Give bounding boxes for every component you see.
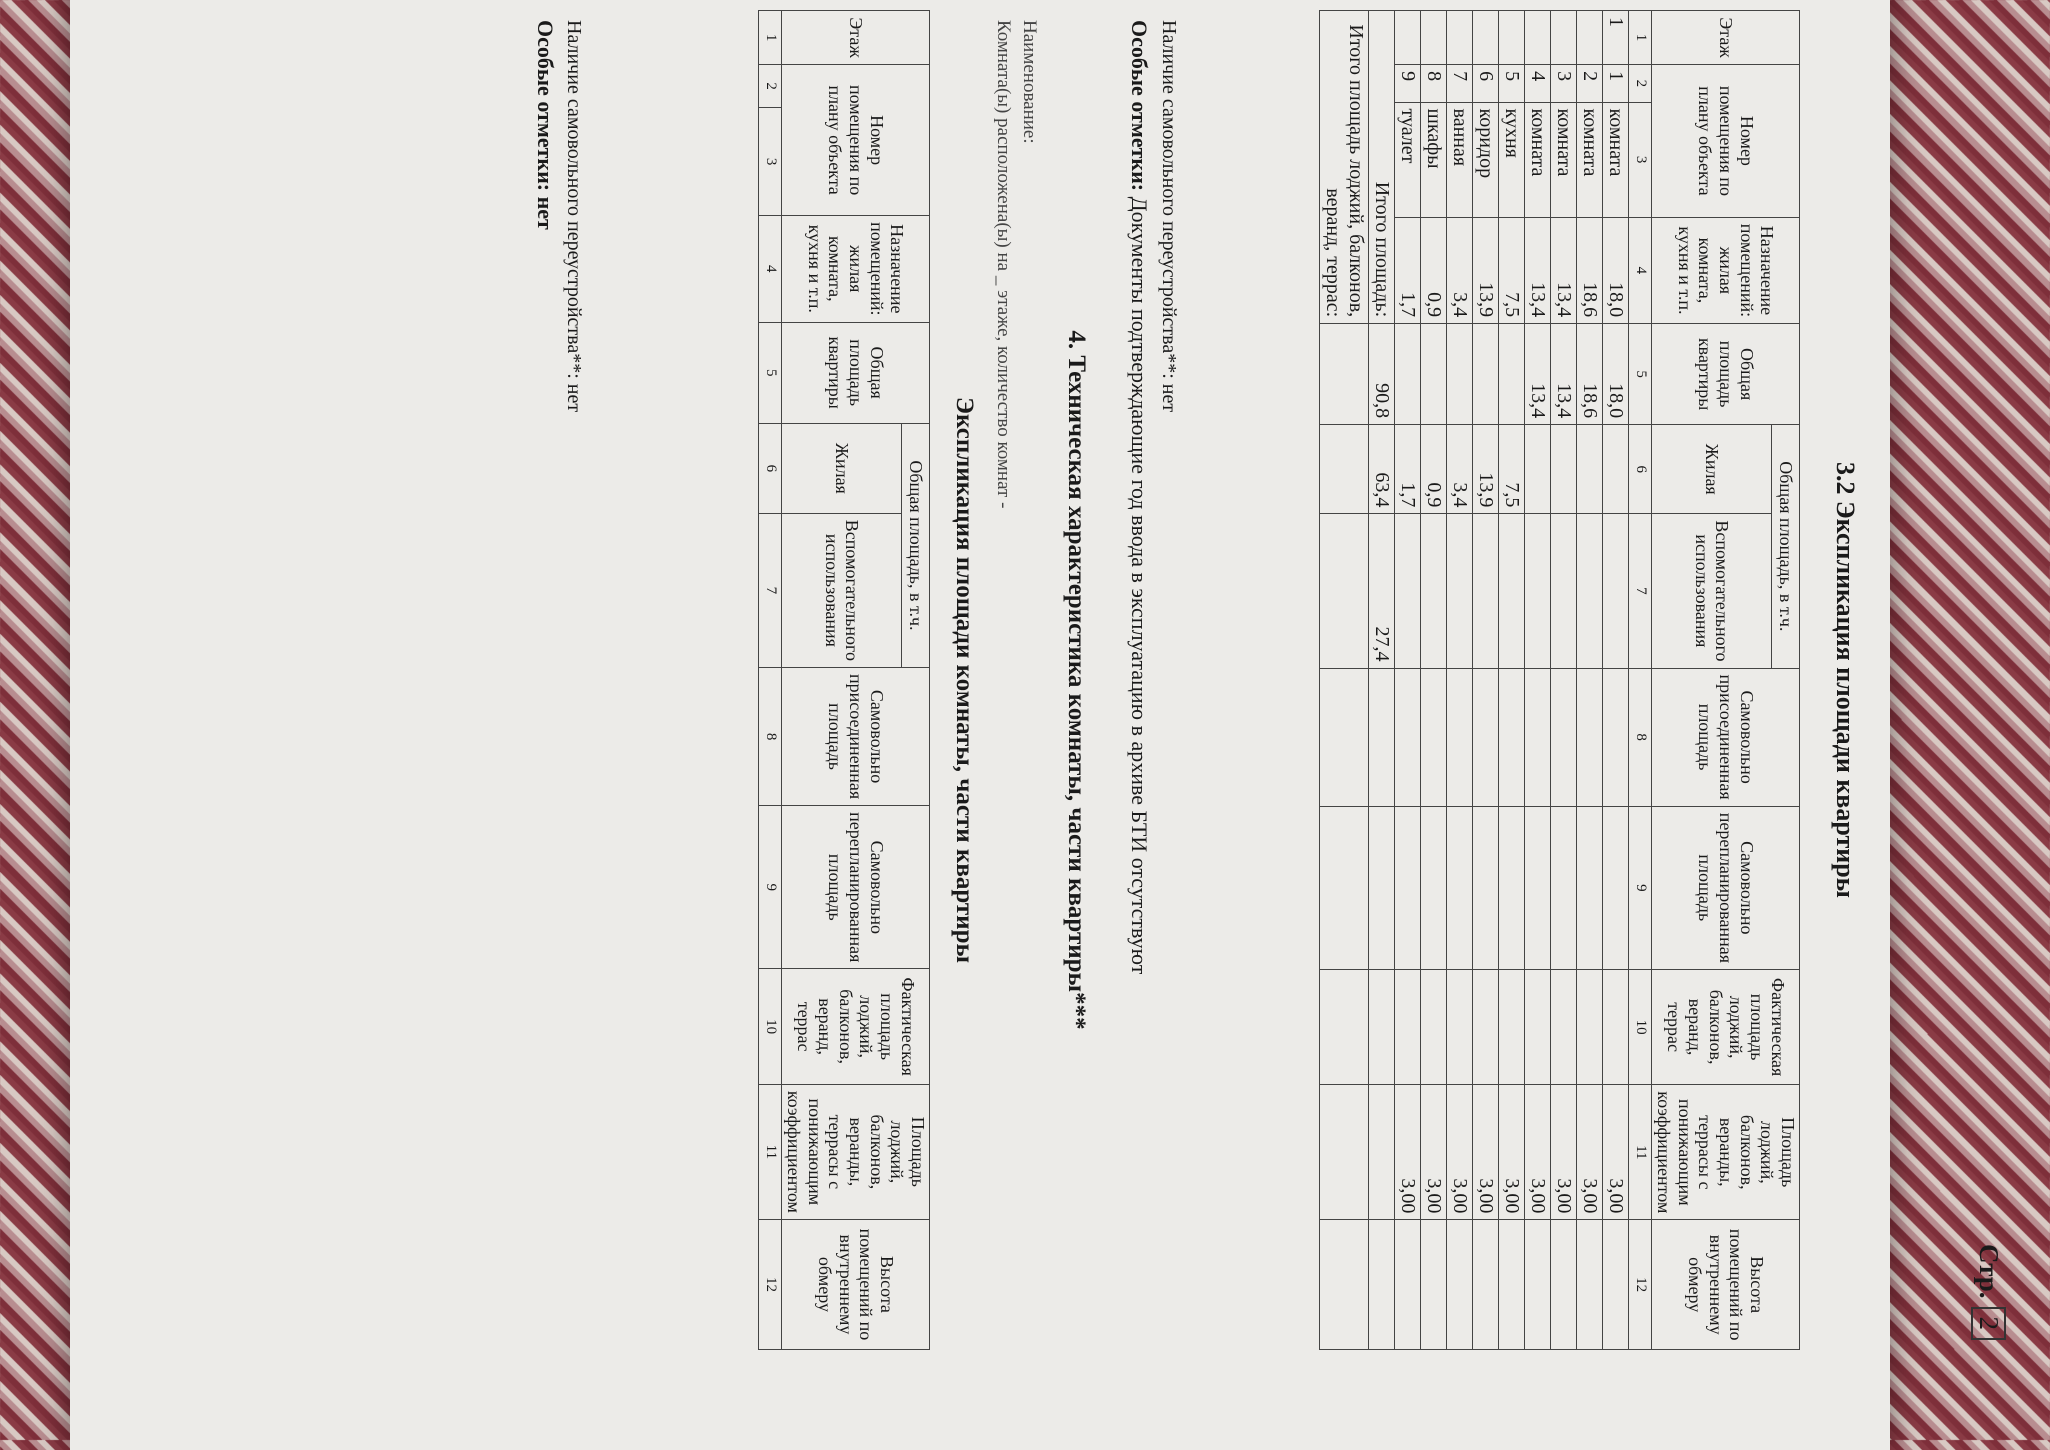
loggia-coef-cell bbox=[1473, 969, 1499, 1084]
height-cell: 3,00 bbox=[1603, 1085, 1629, 1220]
loggia-coef-cell bbox=[1421, 969, 1447, 1084]
special-marks-text: Документы подтверждающие год ввода в эксплуатацию в архиве БТИ отсутствуют bbox=[1127, 196, 1152, 975]
th-purpose: Назначение помещений: жилая комната, кухня и т.п. bbox=[1652, 217, 1800, 323]
column-number: 2 bbox=[1629, 65, 1652, 102]
special-marks-label: Особые отметки: bbox=[1127, 20, 1152, 192]
column-number: 12 bbox=[1629, 1220, 1652, 1350]
room-name-cell: комната bbox=[1577, 102, 1603, 217]
note-cell bbox=[1447, 1220, 1473, 1350]
special-marks-1 bbox=[1126, 20, 1152, 974]
th-room-no bbox=[1652, 65, 1800, 218]
empty-cell bbox=[1320, 668, 1369, 806]
column-number: 5 bbox=[1629, 324, 1652, 425]
page-number-box: 2 bbox=[1971, 1307, 2006, 1341]
page-label: Стр. bbox=[1974, 1243, 2004, 1299]
total-area-cell: 0,9 bbox=[1421, 217, 1447, 323]
th-self-replanned: Самовольно перепланированная площадь bbox=[1652, 806, 1800, 969]
self-replanned-cell bbox=[1473, 668, 1499, 806]
column-number: 3 bbox=[759, 108, 782, 216]
table-row bbox=[1421, 11, 1447, 1350]
column-number: 3 bbox=[1629, 102, 1652, 217]
column-number: 10 bbox=[1629, 969, 1652, 1084]
th-loggia-coef: Площадь лоджий, балконов, веранды, террасы с понижающим коэффициентом bbox=[1652, 1085, 1800, 1220]
actual-loggia-cell bbox=[1395, 806, 1421, 969]
th2-purpose: Назначение помещений: жилая комната, кухня и т.п. bbox=[782, 216, 930, 322]
actual-loggia-cell bbox=[1499, 806, 1525, 969]
th-auxiliary: Вспомогательного использования bbox=[1652, 514, 1772, 668]
th-actual-loggia: Фактическая площадь лоджий, балконов, веранд, террас bbox=[1652, 969, 1800, 1084]
reconstruction-note-1: Наличие самовольного переустройства**: нет bbox=[1158, 20, 1180, 413]
room-expl-title: Экспликация площади комнаты, части квартиры bbox=[951, 396, 978, 963]
self-added-cell bbox=[1473, 514, 1499, 668]
th-floor: Этаж bbox=[1652, 11, 1800, 65]
room-name-cell: туалет bbox=[1395, 102, 1421, 217]
note-cell bbox=[1603, 1220, 1629, 1350]
room-name-cell: кухня bbox=[1499, 102, 1525, 217]
self-added-cell bbox=[1421, 514, 1447, 668]
empty-cell bbox=[1320, 1220, 1369, 1350]
location-text: Комната(ы) расположена(ы) на _ этаже, количество комнат - bbox=[993, 20, 1014, 509]
loggia-totals-label: Итого площадь лоджий, балконов, веранд, террас: bbox=[1320, 11, 1369, 324]
total-area-cell: 3,4 bbox=[1447, 217, 1473, 323]
table-row bbox=[1447, 11, 1473, 1350]
column-number: 2 bbox=[759, 65, 782, 108]
self-added-cell bbox=[1499, 514, 1525, 668]
empty-cell bbox=[1320, 969, 1369, 1084]
room-name-cell: шкафы bbox=[1421, 102, 1447, 217]
th2-self-added: Самовольно присоединенная площадь bbox=[782, 668, 930, 806]
table-row bbox=[1525, 11, 1551, 1350]
note-cell bbox=[1473, 1220, 1499, 1350]
th-total-incl: Общая площадь, в т.ч. bbox=[1772, 425, 1800, 668]
aux-area-cell: 13,9 bbox=[1473, 425, 1499, 514]
empty-cell bbox=[1369, 806, 1395, 969]
living-area-cell bbox=[1473, 324, 1499, 425]
height-cell: 3,00 bbox=[1447, 1085, 1473, 1220]
column-number-row bbox=[1629, 11, 1652, 1350]
column-number: 10 bbox=[759, 969, 782, 1084]
th2-auxiliary: Вспомогательного использования bbox=[782, 513, 902, 667]
th2-room-no: Номер помещения по плану объекта bbox=[782, 65, 930, 216]
header-row-1 bbox=[1772, 11, 1800, 1350]
th-living: Жилая bbox=[1652, 425, 1772, 514]
loggia-coef-cell bbox=[1499, 969, 1525, 1084]
column-number: 11 bbox=[759, 1084, 782, 1219]
section-4-title: 4. Техническая характеристика комнаты, части квартиры*** bbox=[1063, 330, 1090, 1030]
column-number: 8 bbox=[759, 668, 782, 806]
column-number: 9 bbox=[1629, 806, 1652, 969]
self-replanned-cell bbox=[1499, 668, 1525, 806]
empty-cell bbox=[1369, 969, 1395, 1084]
living-area-cell: 18,6 bbox=[1577, 324, 1603, 425]
self-replanned-cell bbox=[1577, 668, 1603, 806]
actual-loggia-cell bbox=[1603, 806, 1629, 969]
actual-loggia-cell bbox=[1473, 806, 1499, 969]
column-number: 12 bbox=[759, 1219, 782, 1349]
table-row bbox=[1499, 11, 1525, 1350]
room-no-cell: 4 bbox=[1525, 65, 1551, 102]
empty-cell bbox=[1320, 425, 1369, 514]
section-3-2-title: 3.2 Экспликация площади квартиры bbox=[1831, 462, 1860, 898]
room-name-cell: коридор bbox=[1473, 102, 1499, 217]
note-cell bbox=[1525, 1220, 1551, 1350]
aux-area-cell: 1,7 bbox=[1395, 425, 1421, 514]
aux-area-cell: 7,5 bbox=[1499, 425, 1525, 514]
floor-cell bbox=[1447, 11, 1473, 65]
th2-self-replanned: Самовольно перепланированная площадь bbox=[782, 806, 930, 969]
floor-cell bbox=[1499, 11, 1525, 65]
totals-label: Итого площадь: bbox=[1369, 11, 1395, 324]
total-area-cell: 7,5 bbox=[1499, 217, 1525, 323]
loggia-coef-cell bbox=[1395, 969, 1421, 1084]
empty-cell bbox=[1320, 1085, 1369, 1220]
th-self-added: Самовольно присоединенная площадь bbox=[1652, 668, 1800, 806]
self-added-cell bbox=[1603, 514, 1629, 668]
column-number: 4 bbox=[1629, 217, 1652, 323]
column-number: 6 bbox=[759, 423, 782, 513]
name-label: Наименование: bbox=[1019, 20, 1040, 144]
totals-aux: 27,4 bbox=[1369, 514, 1395, 668]
column-number: 1 bbox=[759, 11, 782, 65]
loggia-coef-cell bbox=[1447, 969, 1473, 1084]
th2-height: Высота помещений по внутреннему обмеру bbox=[782, 1219, 930, 1349]
height-cell: 3,00 bbox=[1525, 1085, 1551, 1220]
room-name-cell: комната bbox=[1551, 102, 1577, 217]
table-row bbox=[1473, 11, 1499, 1350]
column-number: 11 bbox=[1629, 1085, 1652, 1220]
room-name-cell: комната bbox=[1525, 102, 1551, 217]
room-no-cell: 6 bbox=[1473, 65, 1499, 102]
column-number: 7 bbox=[1629, 514, 1652, 668]
self-replanned-cell bbox=[1395, 668, 1421, 806]
height-cell: 3,00 bbox=[1499, 1085, 1525, 1220]
table-row bbox=[1551, 11, 1577, 1350]
column-number-row-2 bbox=[759, 11, 782, 1350]
floor-cell bbox=[1473, 11, 1499, 65]
note-cell bbox=[1395, 1220, 1421, 1350]
height-cell: 3,00 bbox=[1421, 1085, 1447, 1220]
rotated-page bbox=[170, 0, 2050, 1380]
floor-cell bbox=[1577, 11, 1603, 65]
living-area-cell bbox=[1447, 324, 1473, 425]
th-total-area: Общая площадь квартиры bbox=[1652, 324, 1800, 425]
loggia-coef-cell bbox=[1577, 969, 1603, 1084]
self-added-cell bbox=[1525, 514, 1551, 668]
room-no-cell: 1 bbox=[1603, 65, 1629, 102]
self-replanned-cell bbox=[1447, 668, 1473, 806]
floor-cell bbox=[1551, 11, 1577, 65]
totals-total: 90,8 bbox=[1369, 324, 1395, 425]
total-area-cell: 13,4 bbox=[1551, 217, 1577, 323]
total-area-cell: 1,7 bbox=[1395, 217, 1421, 323]
th-room-no-text: Номер помещения по плану объекта bbox=[1695, 85, 1757, 197]
living-area-cell bbox=[1499, 324, 1525, 425]
floor-cell: 1 bbox=[1603, 11, 1629, 65]
actual-loggia-cell bbox=[1421, 806, 1447, 969]
loggia-totals-row bbox=[1320, 11, 1369, 1350]
living-area-cell bbox=[1395, 324, 1421, 425]
column-number: 6 bbox=[1629, 425, 1652, 514]
empty-cell bbox=[1320, 806, 1369, 969]
note-cell bbox=[1499, 1220, 1525, 1350]
room-no-cell: 3 bbox=[1551, 65, 1577, 102]
self-replanned-cell bbox=[1525, 668, 1551, 806]
empty-cell bbox=[1320, 324, 1369, 425]
self-added-cell bbox=[1447, 514, 1473, 668]
total-area-cell: 13,4 bbox=[1525, 217, 1551, 323]
empty-cell bbox=[1369, 1085, 1395, 1220]
actual-loggia-cell bbox=[1447, 806, 1473, 969]
table-body bbox=[1395, 11, 1629, 1350]
aux-area-cell bbox=[1577, 425, 1603, 514]
th-height: Высота помещений по внутреннему обмеру bbox=[1652, 1220, 1800, 1350]
room-name-cell: комната bbox=[1603, 102, 1629, 217]
loggia-coef-cell bbox=[1603, 969, 1629, 1084]
header2-row-1 bbox=[902, 11, 930, 1350]
actual-loggia-cell bbox=[1551, 806, 1577, 969]
special-marks-2: Особые отметки: нет bbox=[533, 20, 558, 230]
totals-living: 63,4 bbox=[1369, 425, 1395, 514]
table-row bbox=[1577, 11, 1603, 1350]
living-area-cell bbox=[1421, 324, 1447, 425]
document-paper bbox=[70, 0, 2004, 1450]
room-no-cell: 9 bbox=[1395, 65, 1421, 102]
empty-cell bbox=[1369, 668, 1395, 806]
self-added-cell bbox=[1395, 514, 1421, 668]
th2-actual-loggia: Фактическая площадь лоджий, балконов, веранд, террас bbox=[782, 969, 930, 1084]
empty-cell bbox=[1369, 1220, 1395, 1350]
floor-cell bbox=[1395, 11, 1421, 65]
apartment-area-table bbox=[1319, 10, 1800, 1350]
floor-cell bbox=[1525, 11, 1551, 65]
aux-area-cell bbox=[1551, 425, 1577, 514]
aux-area-cell bbox=[1525, 425, 1551, 514]
height-cell: 3,00 bbox=[1551, 1085, 1577, 1220]
loggia-coef-cell bbox=[1551, 969, 1577, 1084]
column-number: 1 bbox=[1629, 11, 1652, 65]
note-cell bbox=[1421, 1220, 1447, 1350]
column-number: 5 bbox=[759, 322, 782, 423]
th2-living: Жилая bbox=[782, 423, 902, 513]
self-added-cell bbox=[1551, 514, 1577, 668]
room-no-cell: 7 bbox=[1447, 65, 1473, 102]
room-no-cell: 8 bbox=[1421, 65, 1447, 102]
aux-area-cell: 0,9 bbox=[1421, 425, 1447, 514]
th2-floor: Этаж bbox=[782, 11, 930, 65]
note-cell bbox=[1577, 1220, 1603, 1350]
column-number: 4 bbox=[759, 216, 782, 322]
living-area-cell: 13,4 bbox=[1551, 324, 1577, 425]
total-area-cell: 18,0 bbox=[1603, 217, 1629, 323]
column-number: 7 bbox=[759, 513, 782, 667]
self-replanned-cell bbox=[1603, 668, 1629, 806]
self-added-cell bbox=[1577, 514, 1603, 668]
table-row bbox=[1395, 11, 1421, 1350]
height-cell: 3,00 bbox=[1577, 1085, 1603, 1220]
actual-loggia-cell bbox=[1525, 806, 1551, 969]
column-number: 9 bbox=[759, 806, 782, 969]
aux-area-cell: 3,4 bbox=[1447, 425, 1473, 514]
total-area-cell: 13,9 bbox=[1473, 217, 1499, 323]
height-cell: 3,00 bbox=[1395, 1085, 1421, 1220]
room-area-table bbox=[758, 10, 930, 1350]
actual-loggia-cell bbox=[1577, 806, 1603, 969]
th2-total-incl: Общая площадь, в т.ч. bbox=[902, 423, 930, 667]
totals-row bbox=[1369, 11, 1395, 1350]
table-row bbox=[1603, 11, 1629, 1350]
th2-total-area: Общая площадь квартиры bbox=[782, 322, 930, 423]
self-replanned-cell bbox=[1421, 668, 1447, 806]
empty-cell bbox=[1320, 514, 1369, 668]
reconstruction-note-2: Наличие самовольного переустройства**: нет bbox=[563, 20, 585, 413]
room-no-cell: 5 bbox=[1499, 65, 1525, 102]
room-name-cell: ванная bbox=[1447, 102, 1473, 217]
total-area-cell: 18,6 bbox=[1577, 217, 1603, 323]
note-cell bbox=[1551, 1220, 1577, 1350]
aux-area-cell bbox=[1603, 425, 1629, 514]
self-replanned-cell bbox=[1551, 668, 1577, 806]
page-number bbox=[1971, 1244, 2006, 1340]
living-area-cell: 18,0 bbox=[1603, 324, 1629, 425]
column-number: 8 bbox=[1629, 668, 1652, 806]
th2-loggia-coef: Площадь лоджий, балконов, веранды, террасы с понижающим коэффициентом bbox=[782, 1084, 930, 1219]
height-cell: 3,00 bbox=[1473, 1085, 1499, 1220]
loggia-coef-cell bbox=[1525, 969, 1551, 1084]
room-no-cell: 2 bbox=[1577, 65, 1603, 102]
floor-cell bbox=[1421, 11, 1447, 65]
living-area-cell: 13,4 bbox=[1525, 324, 1551, 425]
